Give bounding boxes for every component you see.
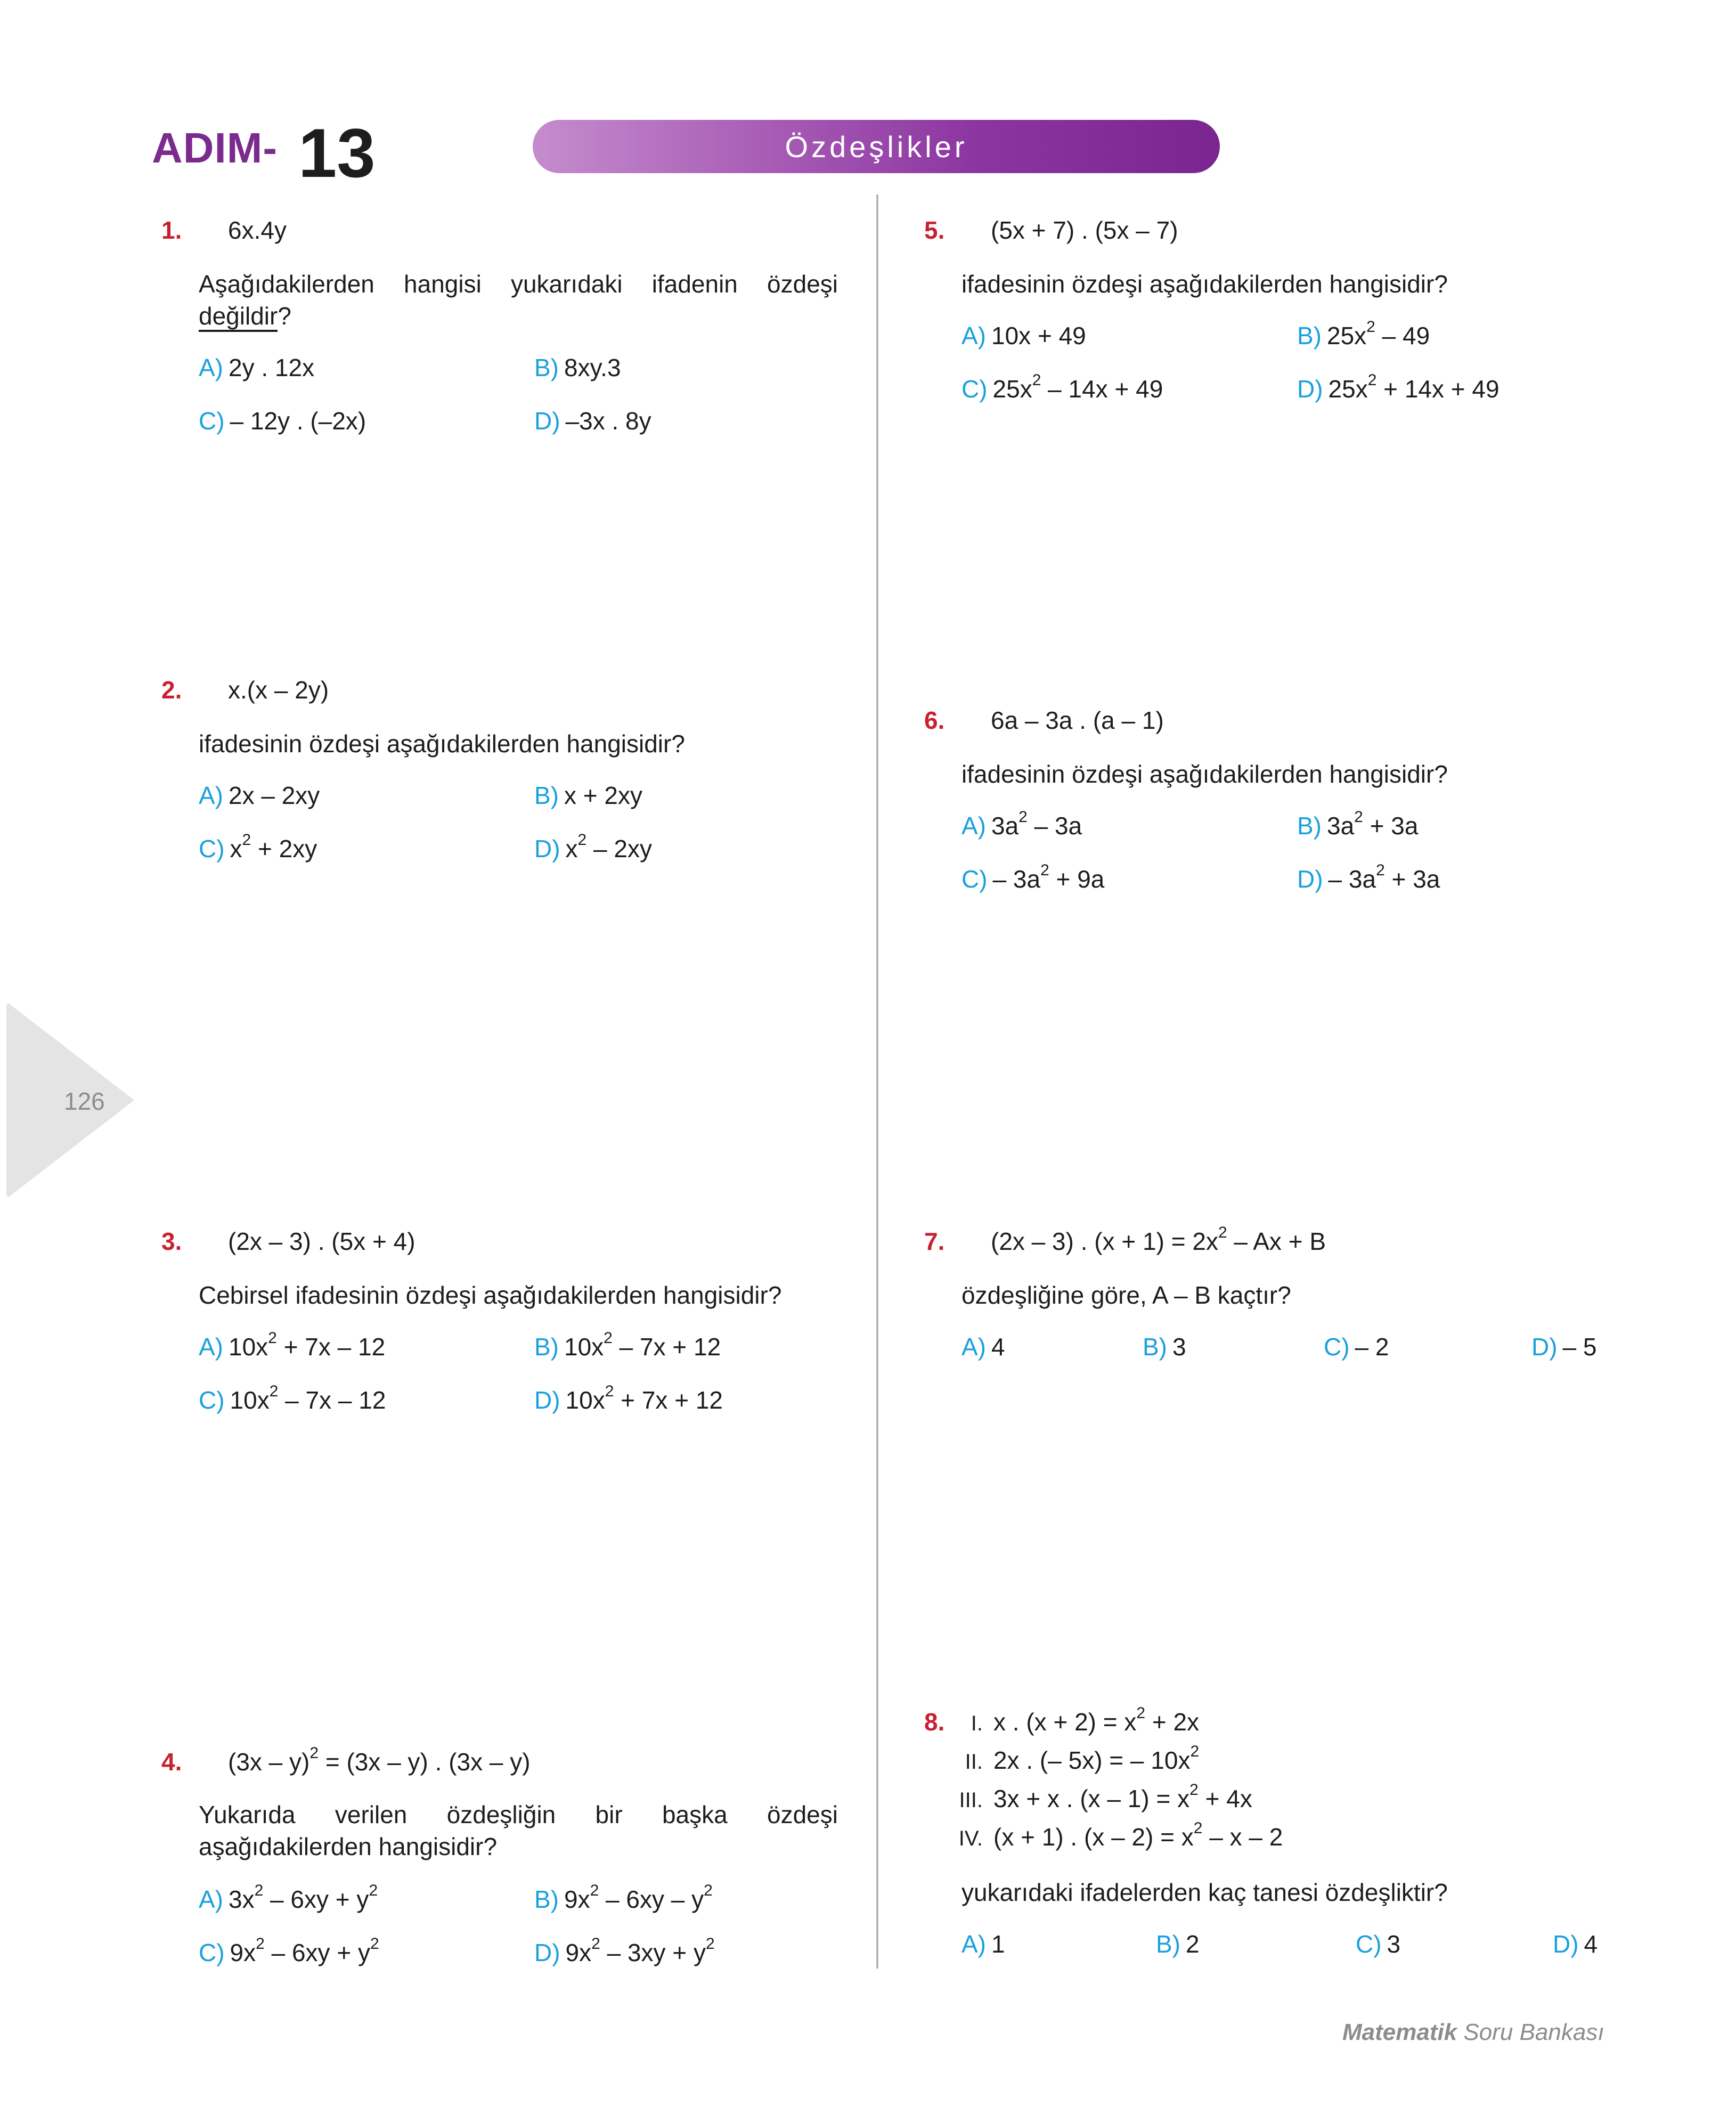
option-d[interactable] — [1297, 371, 1499, 403]
option-b[interactable] — [1297, 808, 1419, 840]
option-a[interactable] — [199, 1329, 386, 1361]
option-value: 10x — [565, 1386, 605, 1414]
option-value-rest: + 7x + 12 — [614, 1386, 723, 1414]
option-value: 25x — [1327, 322, 1367, 349]
option-value-rest: – 3a — [1027, 812, 1082, 840]
option-d[interactable] — [534, 1383, 723, 1414]
option-value: 1 — [991, 1930, 1005, 1958]
question-text-part: ? — [278, 302, 291, 330]
option-b[interactable] — [534, 781, 642, 810]
option-value-rest: – 14x + 49 — [1041, 375, 1163, 403]
option-value-rest: – 7x + 12 — [612, 1333, 721, 1361]
page-number: 126 — [64, 1087, 105, 1115]
option-letter: B) — [1297, 322, 1322, 349]
exponent: 2 — [604, 1329, 613, 1347]
option-b[interactable] — [534, 1882, 713, 1914]
option-value: 2 — [1186, 1930, 1200, 1958]
option-a[interactable] — [961, 1930, 1005, 1958]
option-value: 3 — [1172, 1333, 1186, 1361]
option-c[interactable] — [961, 371, 1163, 403]
expression-part: (2x – 3) . (x + 1) = 2x — [991, 1227, 1218, 1255]
option-value: 9x — [565, 1939, 592, 1966]
option-d[interactable] — [534, 1935, 715, 1967]
roman-numeral: III. — [959, 1788, 983, 1812]
exponent: 2 — [1018, 808, 1028, 826]
exponent: 2 — [269, 1383, 279, 1400]
option-value: 10x — [229, 1333, 268, 1361]
option-value: 9x — [230, 1939, 256, 1966]
option-letter: C) — [199, 1939, 225, 1966]
option-letter: D) — [1531, 1333, 1558, 1361]
option-letter: D) — [1297, 865, 1323, 893]
exponent: 2 — [256, 1935, 265, 1953]
option-letter: D) — [534, 1939, 560, 1966]
option-d[interactable] — [534, 831, 652, 863]
footer-brand — [1342, 2019, 1604, 2046]
option-c[interactable] — [199, 831, 317, 863]
option-value: x + 2xy — [564, 782, 643, 809]
option-letter: D) — [1297, 375, 1323, 403]
option-c[interactable] — [199, 406, 366, 435]
option-value: 2y . 12x — [229, 354, 315, 381]
roman-numeral: IV. — [958, 1827, 983, 1850]
option-letter: B) — [534, 1333, 559, 1361]
question-text: ifadesinin özdeşi aşağıdakilerden hangisidir? — [961, 270, 1448, 298]
question-text: Yukarıda verilen özdeşliğin bir başka özdeşi aşağıdakilerden hangisidir? — [199, 1801, 838, 1860]
option-letter: C) — [199, 407, 225, 435]
option-value: – 3a — [1328, 865, 1376, 893]
option-c[interactable] — [961, 861, 1105, 893]
exponent: 2 — [309, 1744, 319, 1762]
option-d[interactable] — [1297, 861, 1440, 893]
exponent: 2 — [705, 1935, 715, 1953]
option-value: –3x . 8y — [565, 407, 651, 435]
option-value-rest: – 3xy + y — [600, 1939, 706, 1966]
exponent: 2 — [1032, 371, 1041, 389]
expression-part: = (3x – y) . (3x – y) — [319, 1748, 531, 1776]
option-a[interactable] — [199, 781, 320, 810]
option-letter: B) — [534, 1885, 559, 1913]
option-letter: B) — [1156, 1930, 1180, 1958]
option-letter: A) — [199, 1885, 223, 1913]
option-value: 3a — [1327, 812, 1355, 840]
option-letter: D) — [534, 407, 560, 435]
option-letter: A) — [961, 812, 986, 840]
option-value: 9x — [564, 1885, 590, 1913]
option-letter: A) — [961, 322, 986, 349]
statement-part: – x – 2 — [1202, 1823, 1283, 1851]
option-c[interactable] — [199, 1935, 379, 1967]
option-value: 3 — [1387, 1930, 1401, 1958]
exponent: 2 — [1136, 1704, 1146, 1722]
question-text: Cebirsel ifadesinin özdeşi aşağıdakilerden hangisidir? — [199, 1281, 782, 1309]
option-value: – 5 — [1562, 1333, 1597, 1361]
question-expression: x.(x – 2y) — [228, 676, 329, 704]
statement-part: + 4x — [1198, 1785, 1252, 1812]
option-letter: B) — [534, 782, 559, 809]
option-a[interactable] — [961, 321, 1086, 350]
option-letter: D) — [1553, 1930, 1579, 1958]
option-letter: A) — [199, 354, 223, 381]
exponent: 2 — [369, 1882, 378, 1899]
option-value: 10x — [564, 1333, 604, 1361]
option-value-rest: – 49 — [1375, 322, 1430, 349]
footer-brand-rest: Soru Bankası — [1457, 2019, 1604, 2045]
question-number: 1. — [161, 216, 182, 244]
option-letter: A) — [961, 1333, 986, 1361]
option-c[interactable] — [1324, 1332, 1389, 1361]
topic-banner — [533, 120, 1220, 173]
option-value: 25x — [1328, 375, 1368, 403]
option-d[interactable] — [1553, 1930, 1598, 1958]
expression-part: (3x – y) — [228, 1748, 310, 1776]
question-expression: (2x – 3) . (5x + 4) — [228, 1227, 415, 1255]
option-letter: A) — [961, 1930, 986, 1958]
option-letter: D) — [534, 835, 560, 863]
exponent: 2 — [1190, 1743, 1200, 1760]
statement-part: 2x . (– 5x) = – 10x — [993, 1746, 1191, 1774]
expression-part: – Ax + B — [1227, 1227, 1326, 1255]
option-value-rest: – 7x – 12 — [278, 1386, 386, 1414]
question-expression: 6x.4y — [228, 216, 287, 244]
option-a[interactable] — [961, 1332, 1005, 1361]
step-label: ADIM- — [152, 124, 278, 172]
exponent: 2 — [591, 1935, 600, 1953]
option-value: – 3a — [992, 865, 1041, 893]
option-letter: A) — [199, 1333, 223, 1361]
question-expression — [228, 1744, 531, 1776]
statement-part: 3x + x . (x – 1) = x — [993, 1785, 1190, 1812]
statement-1 — [946, 1704, 1200, 1736]
option-c[interactable] — [199, 1383, 386, 1414]
option-letter: C) — [1356, 1930, 1382, 1958]
option-a[interactable] — [199, 353, 314, 382]
option-b[interactable] — [1143, 1332, 1186, 1361]
question-number: 6. — [924, 706, 945, 734]
option-letter: B) — [1143, 1333, 1167, 1361]
question-text: yukarıdaki ifadelerden kaç tanesi özdeşliktir? — [961, 1879, 1448, 1906]
option-c[interactable] — [1356, 1930, 1400, 1958]
column-divider — [876, 194, 878, 1969]
step-number: 13 — [298, 114, 376, 192]
statement-part: (x + 1) . (x – 2) = x — [993, 1823, 1194, 1851]
option-letter: A) — [199, 782, 223, 809]
option-letter: D) — [534, 1386, 560, 1414]
footer-brand-bold: Matematik — [1342, 2019, 1457, 2045]
option-value-rest: + 9a — [1049, 865, 1105, 893]
question-number: 4. — [161, 1748, 182, 1776]
option-letter: B) — [534, 354, 559, 381]
statement-3 — [946, 1781, 1252, 1813]
exponent: 2 — [590, 1882, 599, 1899]
exponent: 2 — [704, 1882, 713, 1899]
exponent: 2 — [1193, 1819, 1203, 1837]
option-value: 4 — [1584, 1930, 1598, 1958]
option-letter: C) — [199, 835, 225, 863]
question-text: ifadesinin özdeşi aşağıdakilerden hangisidir? — [961, 760, 1448, 788]
exponent: 2 — [370, 1935, 379, 1953]
option-value: 25x — [992, 375, 1032, 403]
option-value: 8xy.3 — [564, 354, 621, 381]
question-expression: (5x + 7) . (5x – 7) — [991, 216, 1178, 244]
option-d[interactable] — [1531, 1332, 1597, 1361]
exponent: 2 — [268, 1329, 277, 1347]
exponent: 2 — [605, 1383, 614, 1400]
option-value-rest: – 6xy – y — [599, 1885, 704, 1913]
option-value-rest: + 7x – 12 — [276, 1333, 386, 1361]
option-letter: C) — [1324, 1333, 1350, 1361]
question-number: 8. — [924, 1708, 945, 1736]
question-text: ifadesinin özdeşi aşağıdakilerden hangisidir? — [199, 730, 685, 758]
option-value: 3x — [229, 1885, 255, 1913]
exponent: 2 — [1040, 861, 1049, 879]
option-value-rest: – 6xy + y — [263, 1885, 369, 1913]
question-text-part: Aşağıdakilerden hangisi yukarıdaki ifadenin özdeşi — [199, 270, 838, 298]
statement-part: x . (x + 2) = x — [993, 1708, 1137, 1736]
option-b[interactable] — [1297, 318, 1430, 350]
exponent: 2 — [1354, 808, 1363, 826]
question-number: 3. — [161, 1227, 182, 1255]
option-b[interactable] — [534, 1329, 721, 1361]
topic-title: Özdeşlikler — [785, 129, 968, 164]
option-value-rest: + 3a — [1363, 812, 1419, 840]
question-text — [199, 268, 838, 332]
exponent: 2 — [1189, 1781, 1199, 1799]
question-expression: 6a – 3a . (a – 1) — [991, 706, 1164, 734]
question-number: 2. — [161, 676, 182, 704]
option-a[interactable] — [199, 1882, 378, 1914]
option-letter: C) — [961, 865, 988, 893]
exponent: 2 — [1367, 371, 1377, 389]
question-number: 7. — [924, 1227, 945, 1255]
option-value: 4 — [991, 1333, 1005, 1361]
question-text: özdeşliğine göre, A – B kaçtır? — [961, 1281, 1291, 1309]
option-d[interactable] — [534, 406, 651, 435]
option-value: 10x — [230, 1386, 270, 1414]
option-value: – 12y . (–2x) — [230, 407, 366, 435]
option-value: 2x – 2xy — [229, 782, 320, 809]
exponent: 2 — [1366, 318, 1375, 336]
option-value-rest: + 3a — [1384, 865, 1440, 893]
option-letter: C) — [199, 1386, 225, 1414]
option-value-rest: – 6xy + y — [264, 1939, 370, 1966]
exponent: 2 — [254, 1882, 264, 1899]
option-value-rest: – 2xy — [586, 835, 652, 863]
option-b[interactable] — [534, 353, 621, 382]
option-value: 10x + 49 — [991, 322, 1086, 349]
option-a[interactable] — [961, 808, 1082, 840]
option-value: x — [230, 835, 242, 863]
question-expression — [991, 1224, 1326, 1256]
option-value: – 2 — [1355, 1333, 1389, 1361]
roman-numeral: II. — [965, 1750, 983, 1774]
statement-4 — [946, 1819, 1283, 1851]
roman-numeral: I. — [971, 1712, 983, 1735]
option-value-rest: + 2xy — [251, 835, 317, 863]
option-value: 3a — [991, 812, 1019, 840]
statement-part: + 2x — [1145, 1708, 1200, 1736]
option-value: x — [565, 835, 578, 863]
exponent: 2 — [1376, 861, 1385, 879]
option-letter: C) — [961, 375, 988, 403]
option-letter: B) — [1297, 812, 1322, 840]
option-value-rest: + 14x + 49 — [1376, 375, 1499, 403]
emphasis-underlined: değildir — [199, 302, 278, 332]
question-number: 5. — [924, 216, 945, 244]
exponent: 2 — [1218, 1224, 1227, 1241]
exponent: 2 — [577, 831, 587, 849]
exponent: 2 — [242, 831, 251, 849]
statement-2 — [946, 1743, 1200, 1775]
option-b[interactable] — [1156, 1930, 1200, 1958]
